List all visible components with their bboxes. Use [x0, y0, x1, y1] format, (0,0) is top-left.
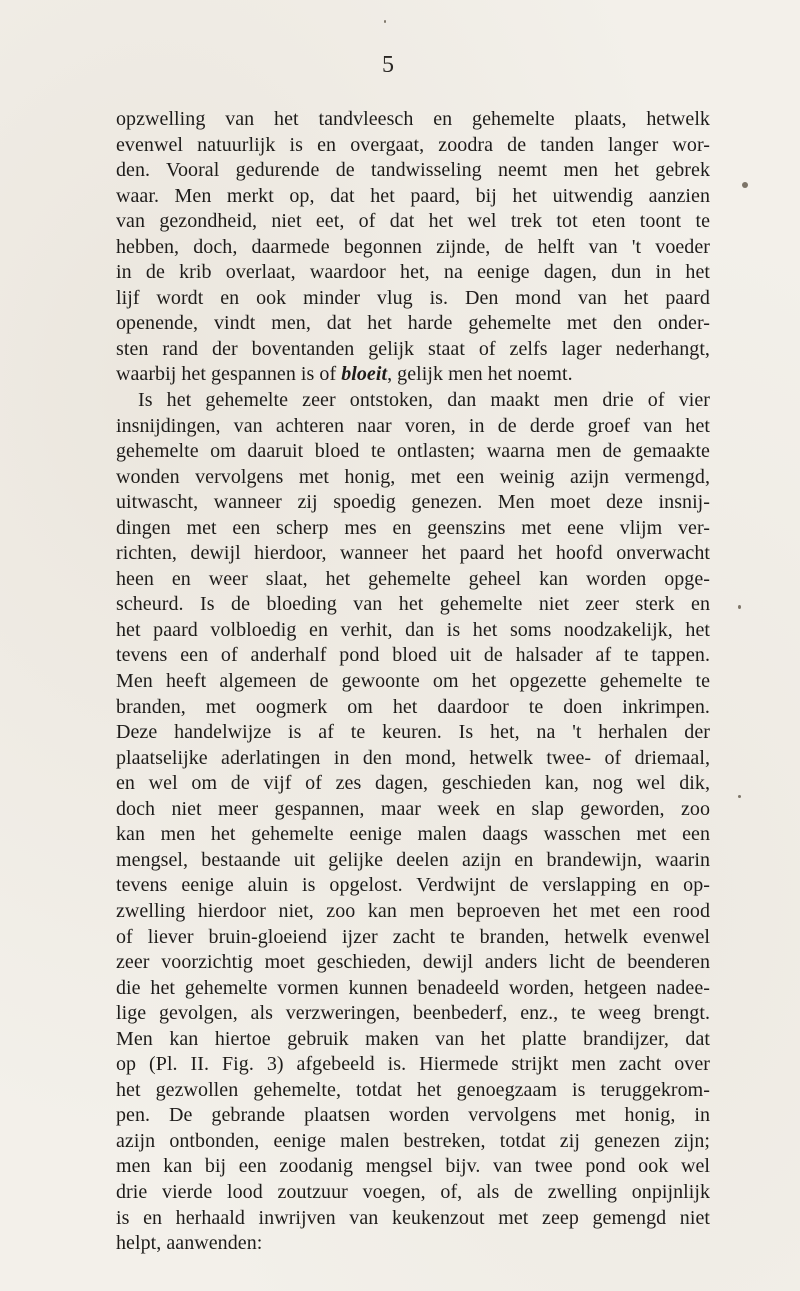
text-line: tevens een of anderhalf pond bloed uit de halsader af te tappen.: [116, 644, 710, 667]
text-line: pen. De gebrande plaatsen worden vervolgens met honig, in: [116, 1104, 710, 1127]
text-line: van gezondheid, niet eet, of dat het wel trek tot eten toont te: [116, 210, 710, 233]
text-line-with-emphasis: [116, 362, 710, 388]
paper-speck: [738, 795, 741, 798]
text-line: evenwel natuurlijk is en overgaat, zoodra de tanden langer wor-: [116, 133, 710, 156]
text-line: op (Pl. II. Fig. 3) afgebeeld is. Hiermede strijkt men zacht over: [116, 1053, 710, 1076]
text-line: het gezwollen gehemelte, totdat het genoegzaam is teruggekrom-: [116, 1078, 710, 1101]
text-line: Men kan hiertoe gebruik maken van het platte brandijzer, dat: [116, 1027, 710, 1050]
text-line: die het gehemelte vormen kunnen benadeeld worden, hetgeen nadee-: [116, 976, 710, 999]
text-line: scheurd. Is de bloeding van het gehemelte niet zeer sterk en: [116, 593, 710, 616]
text-line: en wel om de vijf of zes dagen, geschieden kan, nog wel dik,: [116, 772, 710, 795]
text-line: of liever bruin-gloeiend ijzer zacht te branden, hetwelk evenwel: [116, 925, 710, 948]
text-fragment: , gelijk men het noemt.: [387, 363, 573, 386]
text-line: plaatselijke aderlatingen in den mond, hetwelk twee- of driemaal,: [116, 746, 710, 769]
text-line: drie vierde lood zoutzuur voegen, of, als de zwelling onpijnlijk: [116, 1180, 710, 1203]
text-line: heen en weer slaat, het gehemelte geheel kan worden opge-: [116, 567, 710, 590]
text-line: men kan bij een zoodanig mengsel bijv. van twee pond ook wel: [116, 1155, 710, 1178]
text-line: is en herhaald inwrijven van keukenzout met zeep gemengd niet: [116, 1206, 710, 1229]
text-line: insnijdingen, van achteren naar voren, in de derde groef van het: [116, 414, 710, 437]
text-line: gehemelte om daaruit bloed te ontlasten; waarna men de gemaakte: [116, 440, 710, 463]
paper-speck: [742, 182, 748, 188]
text-line: dingen met een scherp mes en geenszins met eene vlijm ver-: [116, 516, 710, 539]
text-line: het paard volbloedig en verhit, dan is het soms noodzakelijk, het: [116, 618, 710, 641]
page-number: 5: [382, 52, 394, 78]
emphasized-term: bloeit: [341, 363, 388, 386]
text-line: helpt, aanwenden:: [116, 1232, 263, 1255]
text-line: zeer voorzichtig moet geschieden, dewijl anders licht de beenderen: [116, 951, 710, 974]
text-line: openende, vindt men, dat het harde gehemelte met den onder-: [116, 312, 710, 335]
text-line: branden, met oogmerk om het daardoor te doen inkrimpen.: [116, 695, 710, 718]
text-line: lijf wordt en ook minder vlug is. Den mond van het paard: [116, 286, 710, 309]
text-line: doch niet meer gespannen, maar week en slap geworden, zoo: [116, 797, 710, 820]
text-line: azijn ontbonden, eenige malen bestreken, totdat zij genezen zijn;: [116, 1129, 710, 1152]
text-line: mengsel, bestaande uit gelijke deelen azijn en brandewijn, waarin: [116, 848, 710, 871]
paper-speck: [384, 20, 386, 23]
text-fragment: waarbij het gespannen is of: [116, 363, 342, 386]
text-line: Men heeft algemeen de gewoonte om het opgezette gehemelte te: [116, 670, 710, 693]
text-line: wonden vervolgens met honig, met een weinig azijn vermengd,: [116, 465, 710, 488]
text-line: waar. Men merkt op, dat het paard, bij het uitwendig aanzien: [116, 184, 710, 207]
text-line: opzwelling van het tandvleesch en gehemelte plaats, hetwelk: [116, 108, 710, 130]
text-line: kan men het gehemelte eenige malen daags wasschen met een: [116, 823, 710, 846]
text-line: richten, dewijl hierdoor, wanneer het paard het hoofd onverwacht: [116, 542, 710, 565]
text-line: uitwascht, wanneer zij spoedig genezen. Men moet deze insnij-: [116, 491, 710, 514]
body-text: [116, 107, 710, 1257]
text-line: zwelling hierdoor niet, zoo kan men beproeven het met een rood: [116, 899, 710, 922]
text-line: Deze handelwijze is af te keuren. Is het, na 't herhalen der: [116, 721, 710, 744]
text-line: den. Vooral gedurende de tandwisseling neemt men het gebrek: [116, 159, 710, 182]
text-line: in de krib overlaat, waardoor het, na eenige dagen, dun in het: [116, 261, 710, 284]
text-line: lige gevolgen, als verzweringen, beenbederf, enz., te weeg brengt.: [116, 1002, 710, 1025]
text-line: hebben, doch, daarmede begonnen zijnde, de helft van 't voeder: [116, 235, 710, 258]
text-line: Is het gehemelte zeer ontstoken, dan maakt men drie of vier: [138, 389, 710, 412]
text-line: sten rand der boventanden gelijk staat of zelfs lager nederhangt,: [116, 337, 710, 360]
text-line: tevens eenige aluin is opgelost. Verdwijnt de verslapping en op-: [116, 874, 710, 897]
paper-speck: [738, 605, 741, 609]
